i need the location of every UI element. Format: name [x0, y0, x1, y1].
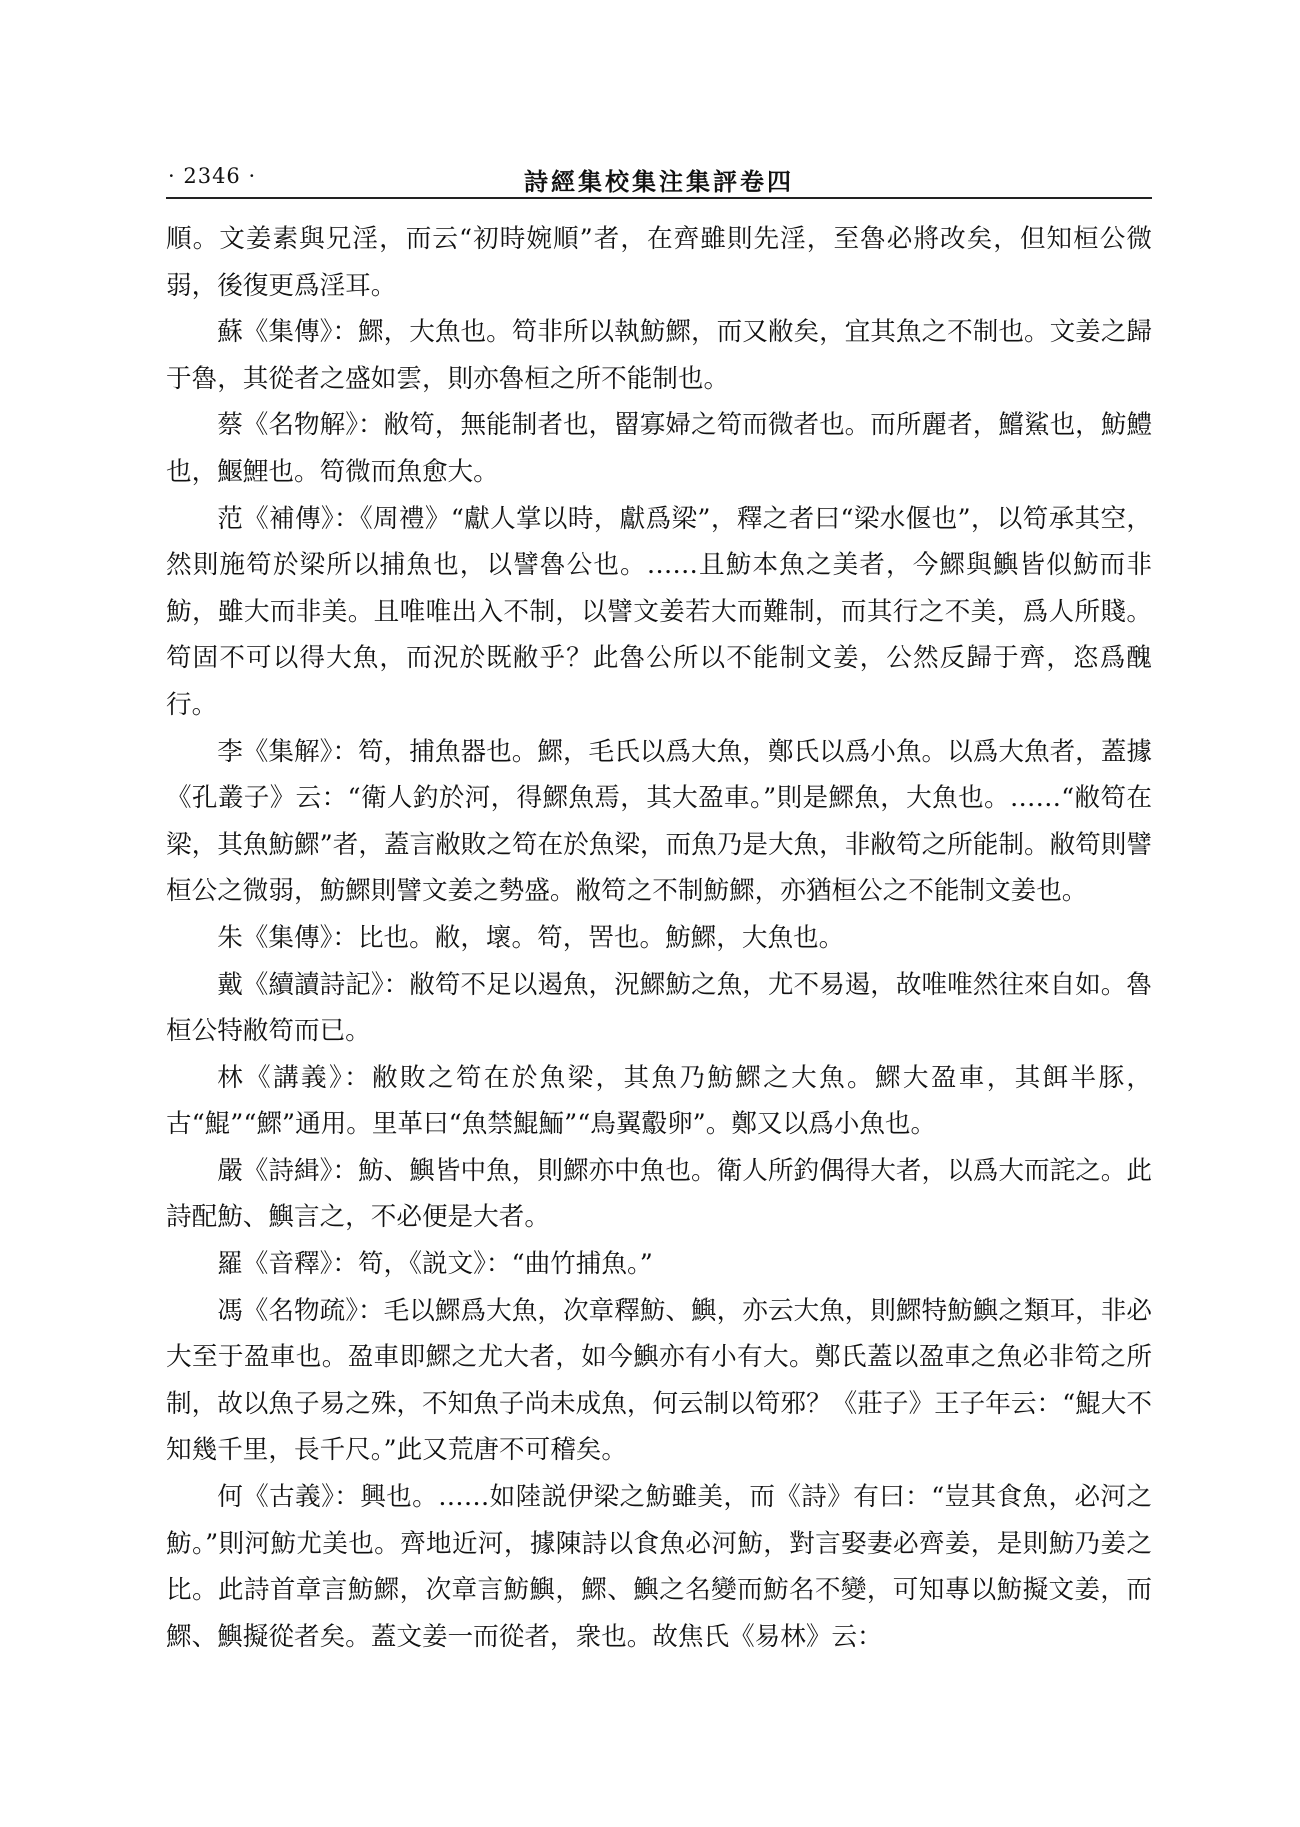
paragraph-yan-shiji: 嚴《詩緝》：魴、鱮皆中魚，則鰥亦中魚也。衛人所釣偶得大者，以爲大而詫之。此詩配魴、鱮言之，不必便是大者。 [166, 1155, 1152, 1233]
paragraph-li-jijie: 李《集解》：笱，捕魚器也。鰥，毛氏以爲大魚，鄭氏以爲小魚。以爲大魚者，蓋據《孔叢子》云：“衛人釣於河，得鰥魚焉，其大盈車。”則是鰥魚，大魚也。……“敝笱在梁，其魚魴鰥”者，蓋言敝敗之笱在於魚梁，而魚乃是大魚，非敝笱之所能制。敝笱則譬桓公之微弱，魴鰥則譬文姜之勢盛。敝笱之不制魴鰥，亦猶桓公之不能制文姜也。 [166, 736, 1152, 907]
paragraph-feng-mingwushu: 馮《名物疏》：毛以鰥爲大魚，次章釋魴、鱮，亦云大魚，則鰥特魴鱮之類耳，非必大至于盈車也。盈車即鰥之尤大者，如今鱮亦有小有大。鄭氏蓋以盈車之魚必非笱之所制，故以魚子易之殊，不知魚子尚未成魚，何云制以笱邪？《莊子》王子年云：“鯤大不知幾千里，長千尺。”此又荒唐不可稽矣。 [166, 1295, 1152, 1466]
paragraph-he-guyi: 何《古義》：興也。……如陸説伊梁之魴雖美，而《詩》有曰：“豈其食魚，必河之魴。”則河魴尤美也。齊地近河，據陳詩以食魚必河魴，對言娶妻必齊姜，是則魴乃姜之比。此詩首章言魴鰥，次章言魴鱮，鰥、鱮之名變而魴名不變，可知專以魴擬文姜，而鰥、鱮擬從者矣。蓋文姜一而從者，衆也。故焦氏《易林》云： [166, 1482, 1152, 1652]
running-title: 詩經集校集注集評卷四 [524, 167, 794, 196]
page-header [166, 160, 1152, 194]
paragraph-lin-jiangyi: 林《講義》：敝敗之笱在於魚梁，其魚乃魴鰥之大魚。鰥大盈車，其餌半豚，古“鯤”“鰥”通用。里革曰“魚禁鯤鮞”“鳥翼鷇卵”。鄭又以爲小魚也。 [166, 1062, 1152, 1140]
paragraph-luo-yinshi: 羅《音釋》：笱，《説文》：“曲竹捕魚。” [217, 1249, 653, 1280]
paragraph-dai-xudushiji: 戴《續讀詩記》：敝笱不足以遏魚，況鰥魴之魚，尤不易遏，故唯唯然往來自如。魯桓公特敝笱而已。 [166, 969, 1152, 1047]
paragraph-continuation: 順。文姜素與兄淫，而云“初時婉順”者，在齊雖則先淫，至魯必將改矣，但知桓公微弱，後復更爲淫耳。 [166, 224, 1152, 301]
paragraph-cai-mingwujie: 蔡《名物解》：敝笱，無能制者也，罶寡婦之笱而微者也。而所麗者，鱨鯊也，魴鱧也，鰋鯉也。笱微而魚愈大。 [166, 410, 1152, 487]
paragraph-fan-buzhuan: 范《補傳》：《周禮》“獻人掌以時，獻爲梁”，釋之者曰“梁水偃也”，以笱承其空，然則施笱於梁所以捕魚也，以譬魯公也。……且魴本魚之美者，今鰥與鱮皆似魴而非魴，雖大而非美。且唯唯出入不制，以譬文姜若大而難制，而其行之不美，爲人所賤。笱固不可以得大魚，而況於既敝乎？此魯公所以不能制文姜，公然反歸于齊，恣爲醜行。 [166, 503, 1152, 720]
page-number: · 2346 · [168, 164, 257, 188]
header-rule [166, 197, 1152, 199]
body-text [166, 216, 1152, 1660]
paragraph-zhu-jizhuan: 朱《集傳》：比也。敝，壞。笱，罟也。魴鰥，大魚也。 [217, 922, 845, 953]
paragraph-su-jizhuan: 蘇《集傳》：鰥，大魚也。笱非所以執魴鰥，而又敝矣，宜其魚之不制也。文姜之歸于魯，其從者之盛如雲，則亦魯桓之所不能制也。 [166, 317, 1152, 394]
